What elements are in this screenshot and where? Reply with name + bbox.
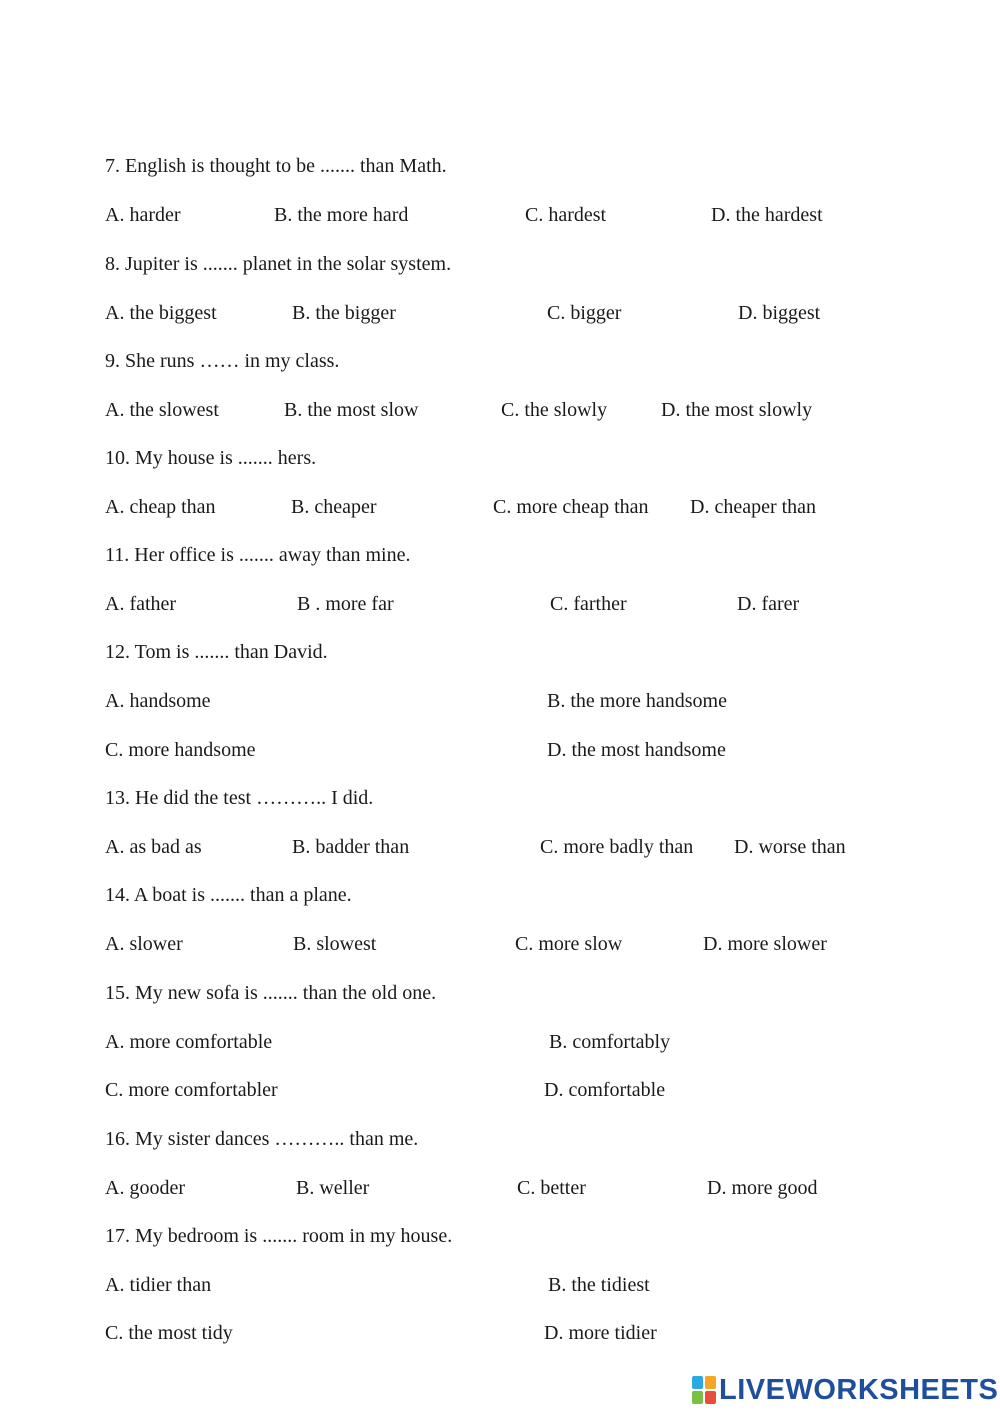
q12-option-d[interactable]: D. the most handsome	[547, 739, 726, 761]
q10-option-c[interactable]: C. more cheap than	[493, 496, 649, 518]
question-11: 11. Her office is ....... away than mine.	[105, 544, 411, 566]
question-8: 8. Jupiter is ....... planet in the solar system.	[105, 253, 452, 275]
q17-option-a[interactable]: A. tidier than	[105, 1274, 212, 1296]
q9-option-a[interactable]: A. the slowest	[105, 399, 219, 421]
question-7: 7. English is thought to be ....... than Math.	[105, 155, 447, 177]
q11-option-d[interactable]: D. farer	[737, 593, 800, 615]
q10-option-d[interactable]: D. cheaper than	[690, 496, 817, 518]
q13-option-c[interactable]: C. more badly than	[540, 836, 694, 858]
logo-text: LIVEWORKSHEETS	[719, 1373, 999, 1406]
question-14: 14. A boat is ....... than a plane.	[105, 884, 352, 906]
q14-option-b[interactable]: B. slowest	[293, 933, 377, 955]
q15-option-d[interactable]: D. comfortable	[544, 1079, 666, 1101]
q14-option-d[interactable]: D. more slower	[703, 933, 827, 955]
q7-option-b[interactable]: B. the more hard	[274, 204, 409, 226]
q9-option-d[interactable]: D. the most slowly	[661, 399, 813, 421]
question-12: 12. Tom is ....... than David.	[105, 641, 328, 663]
q16-option-a[interactable]: A. gooder	[105, 1177, 185, 1199]
q8-option-d[interactable]: D. biggest	[738, 302, 821, 324]
q10-option-b[interactable]: B. cheaper	[291, 496, 377, 518]
q17-option-d[interactable]: D. more tidier	[544, 1322, 657, 1344]
q17-option-c[interactable]: C. the most tidy	[105, 1322, 233, 1344]
q14-option-c[interactable]: C. more slow	[515, 933, 623, 955]
question-10: 10. My house is ....... hers.	[105, 447, 317, 469]
q11-option-a[interactable]: A. father	[105, 593, 177, 615]
q12-option-b[interactable]: B. the more handsome	[547, 690, 727, 712]
q13-option-d[interactable]: D. worse than	[734, 836, 846, 858]
q12-option-c[interactable]: C. more handsome	[105, 739, 256, 761]
mark-square-icon	[692, 1376, 703, 1389]
q7-option-a[interactable]: A. harder	[105, 204, 181, 226]
q8-option-a[interactable]: A. the biggest	[105, 302, 217, 324]
q8-option-b[interactable]: B. the bigger	[292, 302, 396, 324]
q15-option-a[interactable]: A. more comfortable	[105, 1031, 273, 1053]
question-16: 16. My sister dances ……….. than me.	[105, 1128, 419, 1150]
q8-option-c[interactable]: C. bigger	[547, 302, 622, 324]
question-15: 15. My new sofa is ....... than the old one.	[105, 982, 437, 1004]
q16-option-b[interactable]: B. weller	[296, 1177, 370, 1199]
q12-option-a[interactable]: A. handsome	[105, 690, 211, 712]
q7-option-d[interactable]: D. the hardest	[711, 204, 823, 226]
q15-option-b[interactable]: B. comfortably	[549, 1031, 671, 1053]
q13-option-a[interactable]: A. as bad as	[105, 836, 202, 858]
q16-option-d[interactable]: D. more good	[707, 1177, 818, 1199]
q9-option-c[interactable]: C. the slowly	[501, 399, 608, 421]
q15-option-c[interactable]: C. more comfortabler	[105, 1079, 278, 1101]
liveworksheets-logo	[692, 1372, 998, 1408]
mark-square-icon	[705, 1376, 716, 1389]
mark-square-icon	[692, 1391, 703, 1404]
liveworksheets-mark-icon	[692, 1376, 716, 1404]
q11-option-b[interactable]: B . more far	[297, 593, 394, 615]
question-9: 9. She runs …… in my class.	[105, 350, 340, 372]
q11-option-c[interactable]: C. farther	[550, 593, 627, 615]
q10-option-a[interactable]: A. cheap than	[105, 496, 216, 518]
q16-option-c[interactable]: C. better	[517, 1177, 586, 1199]
q9-option-b[interactable]: B. the most slow	[284, 399, 419, 421]
q17-option-b[interactable]: B. the tidiest	[548, 1274, 650, 1296]
q14-option-a[interactable]: A. slower	[105, 933, 183, 955]
mark-square-icon	[705, 1391, 716, 1404]
question-17: 17. My bedroom is ....... room in my house.	[105, 1225, 453, 1247]
q13-option-b[interactable]: B. badder than	[292, 836, 410, 858]
q7-option-c[interactable]: C. hardest	[525, 204, 607, 226]
question-13: 13. He did the test ……….. I did.	[105, 787, 374, 809]
